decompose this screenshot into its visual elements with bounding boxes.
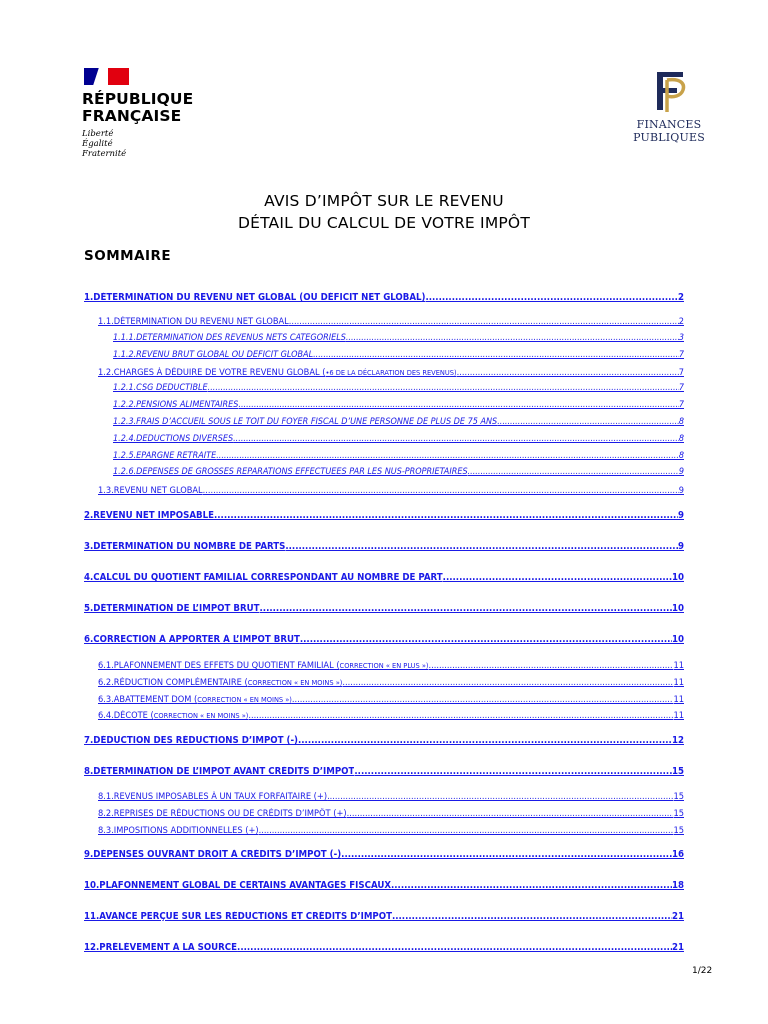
page-number: 1/22	[692, 966, 713, 976]
toc-item[interactable]	[0, 316, 768, 330]
toc-leader-dots	[238, 400, 678, 410]
toc-item-label: 1.1.2.REVENU BRUT GLOBAL OU DÉFICIT GLOBAL	[113, 350, 314, 360]
toc-leader-dots	[341, 849, 672, 860]
toc-item-label: 12.PRÉLÈVEMENT À LA SOURCE	[84, 942, 238, 953]
sommaire-heading: SOMMAIRE	[84, 248, 172, 264]
toc-item-label: 8.DÉTERMINATION DE L’IMPÔT AVANT CRÉDITS D’IMPÔT	[84, 766, 355, 777]
toc-leader-dots	[216, 451, 679, 461]
toc-page-number: 15	[673, 825, 684, 836]
toc-item-label: 4.CALCUL DU QUOTIENT FAMILIAL CORRESPONDANT AU NOMBRE DE PART	[84, 572, 443, 583]
toc-page-number: 10	[671, 572, 684, 583]
toc-item[interactable]	[0, 677, 768, 691]
toc-page-number: 7	[678, 383, 684, 393]
toc-item[interactable]	[0, 467, 768, 481]
toc-item-label: 8.3.IMPOSITIONS ADDITIONNELLES (+)	[98, 825, 259, 836]
toc-item[interactable]	[0, 634, 768, 648]
toc-leader-dots	[497, 417, 679, 427]
toc-item-label: 1.3.REVENU NET GLOBAL	[98, 485, 203, 496]
toc-leader-dots	[443, 572, 672, 583]
finances-publiques-logo	[604, 68, 734, 144]
toc-page-number: 3	[678, 333, 684, 343]
toc-item[interactable]	[0, 572, 768, 586]
toc-item-note: •6 DE LA DÉCLARATION DES REVENUS)	[325, 368, 457, 377]
toc-leader-dots	[289, 316, 679, 327]
toc-page-number: 21	[671, 911, 684, 922]
toc-item-label: 11.AVANCE PERÇUE SUR LES RÉDUCTIONS ET CRÉDITS D’IMPÔT	[84, 911, 392, 922]
toc-page-number: 11	[673, 694, 684, 705]
toc-page-number: 7	[678, 400, 684, 410]
document-subtitle: DÉTAIL DU CALCUL DE VOTRE IMPÔT	[237, 214, 531, 232]
toc-page-number: 8	[678, 434, 684, 444]
toc-leader-dots	[457, 367, 679, 378]
toc-leader-dots	[208, 383, 679, 393]
toc-page-number: 7	[678, 350, 684, 360]
toc-item-label: 5.DÉTERMINATION DE L’IMPÔT BRUT	[84, 603, 260, 614]
toc-item-label: 1.1.1.DÉTERMINATION DES REVENUS NETS CATÉGORIELS	[113, 333, 346, 343]
toc-leader-dots	[233, 434, 679, 444]
toc-leader-dots	[248, 710, 673, 721]
toc-leader-dots	[260, 603, 672, 614]
toc-page-number: 9	[677, 541, 684, 552]
toc-item[interactable]	[0, 735, 768, 749]
toc-leader-dots	[237, 942, 672, 953]
toc-item-label: 1.2.5.ÉPARGNE RETRAITE	[113, 451, 217, 461]
toc-page-number: 15	[671, 766, 684, 777]
toc-item-label: 2.REVENU NET IMPOSABLE	[84, 510, 214, 521]
toc-item[interactable]	[0, 451, 768, 465]
republique-motto: Liberté Égalité Fraternité	[82, 129, 127, 159]
toc-page-number: 7	[678, 367, 684, 378]
toc-item-label: 6.CORRECTION À APPORTER À L’IMPÔT BRUT	[84, 634, 300, 645]
toc-leader-dots	[354, 766, 672, 777]
toc-item-label: 1.2.2.PENSIONS ALIMENTAIRES	[113, 400, 239, 410]
republique-name: RÉPUBLIQUE FRANÇAISE	[82, 90, 194, 125]
toc-item[interactable]	[0, 367, 768, 381]
toc-page-number: 21	[671, 942, 684, 953]
toc-item-label: 1.2.CHARGES À DÉDUIRE DE VOTRE REVENU GLOBAL (	[98, 367, 326, 378]
toc-item-label: 1.2.6.DÉPENSES DE GROSSES RÉPARATIONS EFFECTUÉES PAR LES NUS-PROPRIÉTAIRES	[113, 467, 468, 477]
toc-item-label: 8.2.REPRISES DE RÉDUCTIONS OU DE CRÉDITS D’IMPÔT (+)	[98, 808, 347, 819]
toc-leader-dots	[203, 485, 679, 496]
finances-publiques-name: FINANCES PUBLIQUES	[633, 118, 705, 144]
toc-item-label: 1.2.4.DÉDUCTIONS DIVERSES	[113, 434, 234, 444]
toc-leader-dots	[313, 350, 679, 360]
toc-page-number: 8	[678, 451, 684, 461]
toc-item[interactable]	[0, 791, 768, 805]
toc-item-label: 1.2.3.FRAIS D’ACCUEIL SOUS LE TOIT DU FOYER FISCAL D’UNE PERSONNE DE PLUS DE 75 ANS	[113, 417, 498, 427]
toc-item-label: 1.DÉTERMINATION DU REVENU NET GLOBAL (OU DÉFICIT NET GLOBAL)	[84, 292, 426, 303]
toc-leader-dots	[429, 660, 674, 671]
toc-item[interactable]	[0, 510, 768, 524]
toc-item-note: CORRECTION « EN MOINS »)	[247, 678, 343, 687]
toc-leader-dots	[425, 292, 678, 303]
toc-leader-dots	[214, 510, 678, 521]
toc-item-label: 1.1.DÉTERMINATION DU REVENU NET GLOBAL	[98, 316, 289, 327]
toc-item[interactable]	[0, 880, 768, 894]
toc-item-note: CORRECTION « EN PLUS »)	[339, 661, 429, 670]
toc-item[interactable]	[0, 400, 768, 414]
toc-page-number: 11	[673, 677, 684, 688]
toc-page-number: 9	[677, 510, 684, 521]
toc-page-number: 11	[673, 660, 684, 671]
toc-item[interactable]	[0, 485, 768, 499]
toc-item[interactable]	[0, 942, 768, 956]
toc-item[interactable]	[0, 434, 768, 448]
toc-item[interactable]	[0, 694, 768, 708]
toc-page-number: 2	[677, 292, 684, 303]
toc-item-label: 6.4.DÉCOTE (	[98, 710, 154, 721]
toc-page-number: 9	[678, 467, 684, 477]
toc-leader-dots	[468, 467, 679, 477]
toc-page-number: 16	[671, 849, 684, 860]
toc-item[interactable]	[0, 541, 768, 555]
toc-leader-dots	[391, 880, 672, 891]
toc-page-number: 12	[671, 735, 684, 746]
toc-leader-dots	[392, 911, 672, 922]
toc-item[interactable]	[0, 766, 768, 780]
toc-item-note: CORRECTION « EN MOINS »)	[197, 695, 292, 704]
toc-item-label: 9.DÉPENSES OUVRANT DROIT À CRÉDITS D’IMPÔT (-)	[84, 849, 342, 860]
toc-item[interactable]	[0, 849, 768, 863]
toc-leader-dots	[285, 541, 678, 552]
toc-item[interactable]	[0, 911, 768, 925]
toc-item-label: 10.PLAFONNEMENT GLOBAL DE CERTAINS AVANTAGES FISCAUX	[84, 880, 391, 891]
marianne-flag-icon	[84, 68, 129, 85]
finances-publiques-icon	[649, 68, 689, 114]
toc-item[interactable]	[0, 808, 768, 822]
toc-leader-dots	[259, 825, 674, 836]
document-title: AVIS D’IMPÔT SUR LE REVENU	[264, 192, 504, 210]
toc-page-number: 10	[671, 634, 684, 645]
toc-item[interactable]	[0, 603, 768, 617]
toc-item-label: 7.DÉDUCTION DES RÉDUCTIONS D’IMPÔT (-)	[84, 735, 298, 746]
toc-leader-dots	[346, 333, 679, 343]
toc-item[interactable]	[0, 292, 768, 306]
republique-francaise-logo	[82, 68, 192, 159]
toc-page-number: 9	[678, 485, 684, 496]
toc-item-label: 3.DÉTERMINATION DU NOMBRE DE PARTS	[84, 541, 286, 552]
toc-item[interactable]	[0, 333, 768, 347]
toc-leader-dots	[298, 735, 672, 746]
toc-item[interactable]	[0, 660, 768, 674]
toc-item[interactable]	[0, 825, 768, 839]
toc-item[interactable]	[0, 383, 768, 397]
toc-item-label: 6.3.ABATTEMENT DOM (	[98, 694, 198, 705]
toc-item[interactable]	[0, 417, 768, 431]
toc-page-number: 11	[673, 710, 684, 721]
toc-item-label: 8.1.REVENUS IMPOSABLES À UN TAUX FORFAITAIRE (+)	[98, 791, 328, 802]
toc-leader-dots	[292, 694, 674, 705]
toc-item[interactable]	[0, 350, 768, 364]
toc-page-number: 15	[673, 791, 684, 802]
toc-leader-dots	[342, 677, 673, 688]
toc-page-number: 8	[678, 417, 684, 427]
toc-item-label: 6.1.PLAFONNEMENT DES EFFETS DU QUOTIENT FAMILIAL (	[98, 660, 340, 671]
toc-item[interactable]	[0, 710, 768, 724]
toc-leader-dots	[327, 791, 673, 802]
toc-page-number: 18	[671, 880, 684, 891]
toc-page-number: 15	[673, 808, 684, 819]
toc-item-note: CORRECTION « EN MOINS »)	[153, 711, 249, 720]
toc-leader-dots	[300, 634, 672, 645]
toc-page-number: 2	[678, 316, 684, 327]
toc-item-label: 1.2.1.CSG DÉDUCTIBLE	[113, 383, 208, 393]
toc-item-label: 6.2.RÉDUCTION COMPLÉMENTAIRE (	[98, 677, 248, 688]
toc-leader-dots	[347, 808, 674, 819]
toc-page-number: 10	[671, 603, 684, 614]
